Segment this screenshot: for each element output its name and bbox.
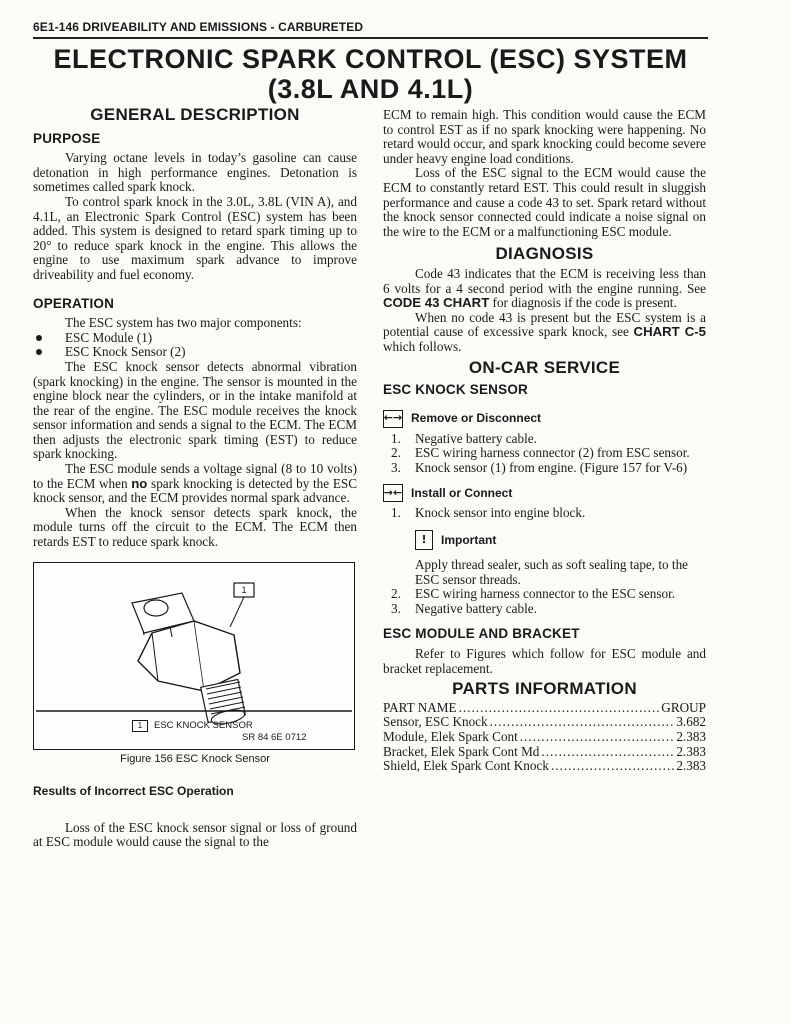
- list-item: 2. ESC wiring harness connector (2) from ESC sensor.: [391, 445, 690, 461]
- important-exclamation-icon: !: [415, 530, 433, 550]
- parts-table: [383, 701, 706, 774]
- purpose-paragraph-2: To control spark knock in the 3.0L, 3.8L (VIN A), and 4.1L, an Electronic Spark Control (ESC) system has been added. This system is designed to retard spark timing up to 20° to reduce spark knock in the engine. This allows the engine to use maximum spark advance to improve driveability and fuel economy.: [33, 193, 357, 282]
- list-item: 1. Negative battery cable.: [391, 430, 537, 446]
- operation-paragraph-3: The ESC module sends a voltage signal (8 to 10 volts) to the ECM when no spark knocking is detected by the ESC knock sensor, and the ECM provides normal spark advance.: [33, 461, 358, 506]
- component-list: [33, 331, 357, 360]
- figure-callout: 1: [241, 584, 247, 595]
- running-head: 6E1-146 DRIVEABILITY AND EMISSIONS - CARBURETED: [33, 20, 708, 39]
- list-item: 2. ESC wiring harness connector to the ESC sensor.: [391, 586, 676, 602]
- title-line-2: (3.8L AND 4.1L): [267, 74, 474, 104]
- parts-information-heading: PARTS INFORMATION: [452, 679, 637, 699]
- table-row: Sensor, ESC Knock ..... 3.682: [383, 715, 706, 730]
- title-line-1: ELECTRONIC SPARK CONTROL (ESC) SYSTEM: [53, 44, 688, 74]
- figure-reference: SR 84 6E 0712: [242, 731, 307, 743]
- remove-label: Remove or Disconnect: [411, 411, 542, 426]
- figure-frame: [33, 562, 355, 750]
- general-description-heading: GENERAL DESCRIPTION: [90, 105, 300, 124]
- list-item: 1. Knock sensor into engine block.: [391, 505, 586, 521]
- install-arrows-icon: →←: [383, 484, 403, 502]
- results-paragraph-1: Loss of the ESC knock sensor signal or loss of ground at ESC module would cause the signal to the: [33, 819, 357, 850]
- module-bracket-heading: ESC MODULE AND BRACKET: [383, 626, 580, 642]
- purpose-heading: PURPOSE: [33, 130, 101, 146]
- on-car-service-heading: ON-CAR SERVICE: [468, 357, 621, 377]
- operation-paragraph-4: When the knock sensor detects spark knock, the module turns off the circuit to the ECM. The ECM then retards EST to reduce spark knock.: [33, 504, 357, 550]
- table-row: Shield, Elek Spark Cont Knock ..... 2.383: [383, 759, 706, 774]
- code-43-chart-reference: CODE 43 CHART: [383, 295, 490, 311]
- diagnosis-heading: DIAGNOSIS: [495, 244, 594, 264]
- remove-row: [383, 410, 706, 428]
- knock-sensor-heading: ESC KNOCK SENSOR: [383, 382, 528, 398]
- remove-arrows-icon: ←→: [383, 410, 403, 428]
- list-item: ESC Module (1): [33, 331, 357, 346]
- install-steps-b: [383, 587, 706, 616]
- legend-text: ESC KNOCK SENSOR: [154, 719, 253, 731]
- list-item: 3. Knock sensor (1) from engine. (Figure 157 for V-6): [391, 459, 688, 475]
- list-item: 3. Negative battery cable.: [391, 600, 537, 616]
- list-item: ESC Knock Sensor (2): [33, 345, 357, 360]
- figure-156: [33, 562, 357, 767]
- results-heading: Results of Incorrect ESC Operation: [33, 784, 234, 799]
- table-row: Bracket, Elek Spark Cont Md ..... 2.383: [383, 745, 706, 760]
- diagnosis-paragraph-1: Code 43 indicates that the ECM is receiving less than 6 volts for a 4 second period with the engine running. See CODE 43 CHART for diagnosis if the code is present.: [383, 265, 706, 311]
- install-label: Install or Connect: [411, 486, 513, 501]
- important-note: Apply thread sealer, such as soft sealing tape, to the ESC sensor threads.: [415, 557, 689, 587]
- operation-heading: OPERATION: [33, 295, 115, 311]
- purpose-paragraph-1: Varying octane levels in today’s gasoline can cause detonation in high performance engines. Detonation is sometimes called spark knock.: [33, 150, 357, 195]
- parts-table-header: PART NAME ..... GROUP: [383, 701, 706, 716]
- chart-c5-reference: CHART C-5: [633, 324, 706, 340]
- left-column: [33, 105, 358, 850]
- page-title: [33, 44, 708, 104]
- continued-paragraph-1: ECM to remain high. This condition would cause the ECM to control EST as if no spark knocking were happening. No retard would occur, and spark knocking could become severe under heavy engine load conditions.: [383, 107, 706, 166]
- module-paragraph: Refer to Figures which follow for ESC module and bracket replacement.: [383, 646, 706, 676]
- legend-number: 1: [132, 720, 148, 732]
- remove-steps: [383, 432, 706, 476]
- operation-paragraph-2: The ESC knock sensor detects abnormal vibration (spark knocking) in the engine. The sensor is mounted in the engine block near the cylinders, or in the intake manifold at the rear of the engine. The ESC module receives the knock sensor information and sends a signal to the ECM. The ECM then adjusts the electronic spark timing (EST) to reduce spark knocking.: [33, 358, 357, 462]
- emphasis-no: no: [131, 475, 148, 491]
- important-label: Important: [441, 532, 497, 547]
- table-row: Module, Elek Spark Cont ..... 2.383: [383, 730, 706, 745]
- operation-paragraph-1: The ESC system has two major components:: [65, 315, 302, 331]
- install-steps-a: [383, 506, 706, 521]
- figure-caption: Figure 156 ESC Knock Sensor: [120, 752, 270, 765]
- install-row: [383, 484, 706, 502]
- important-row: [415, 530, 706, 550]
- figure-legend: [132, 719, 253, 734]
- diagnosis-paragraph-2: When no code 43 is present but the ESC system is a potential cause of excessive spark knock, see CHART C-5 which follows.: [383, 309, 706, 354]
- continued-paragraph-2: Loss of the ESC signal to the ECM would cause the ECM to constantly retard EST. This could result in sluggish performance and cause a code 43 to set. Spark retard without the knock sensor connected could indicate a noise signal on the wire to the ECM or a malfunctioning ESC module.: [383, 165, 706, 239]
- right-column: [383, 108, 706, 774]
